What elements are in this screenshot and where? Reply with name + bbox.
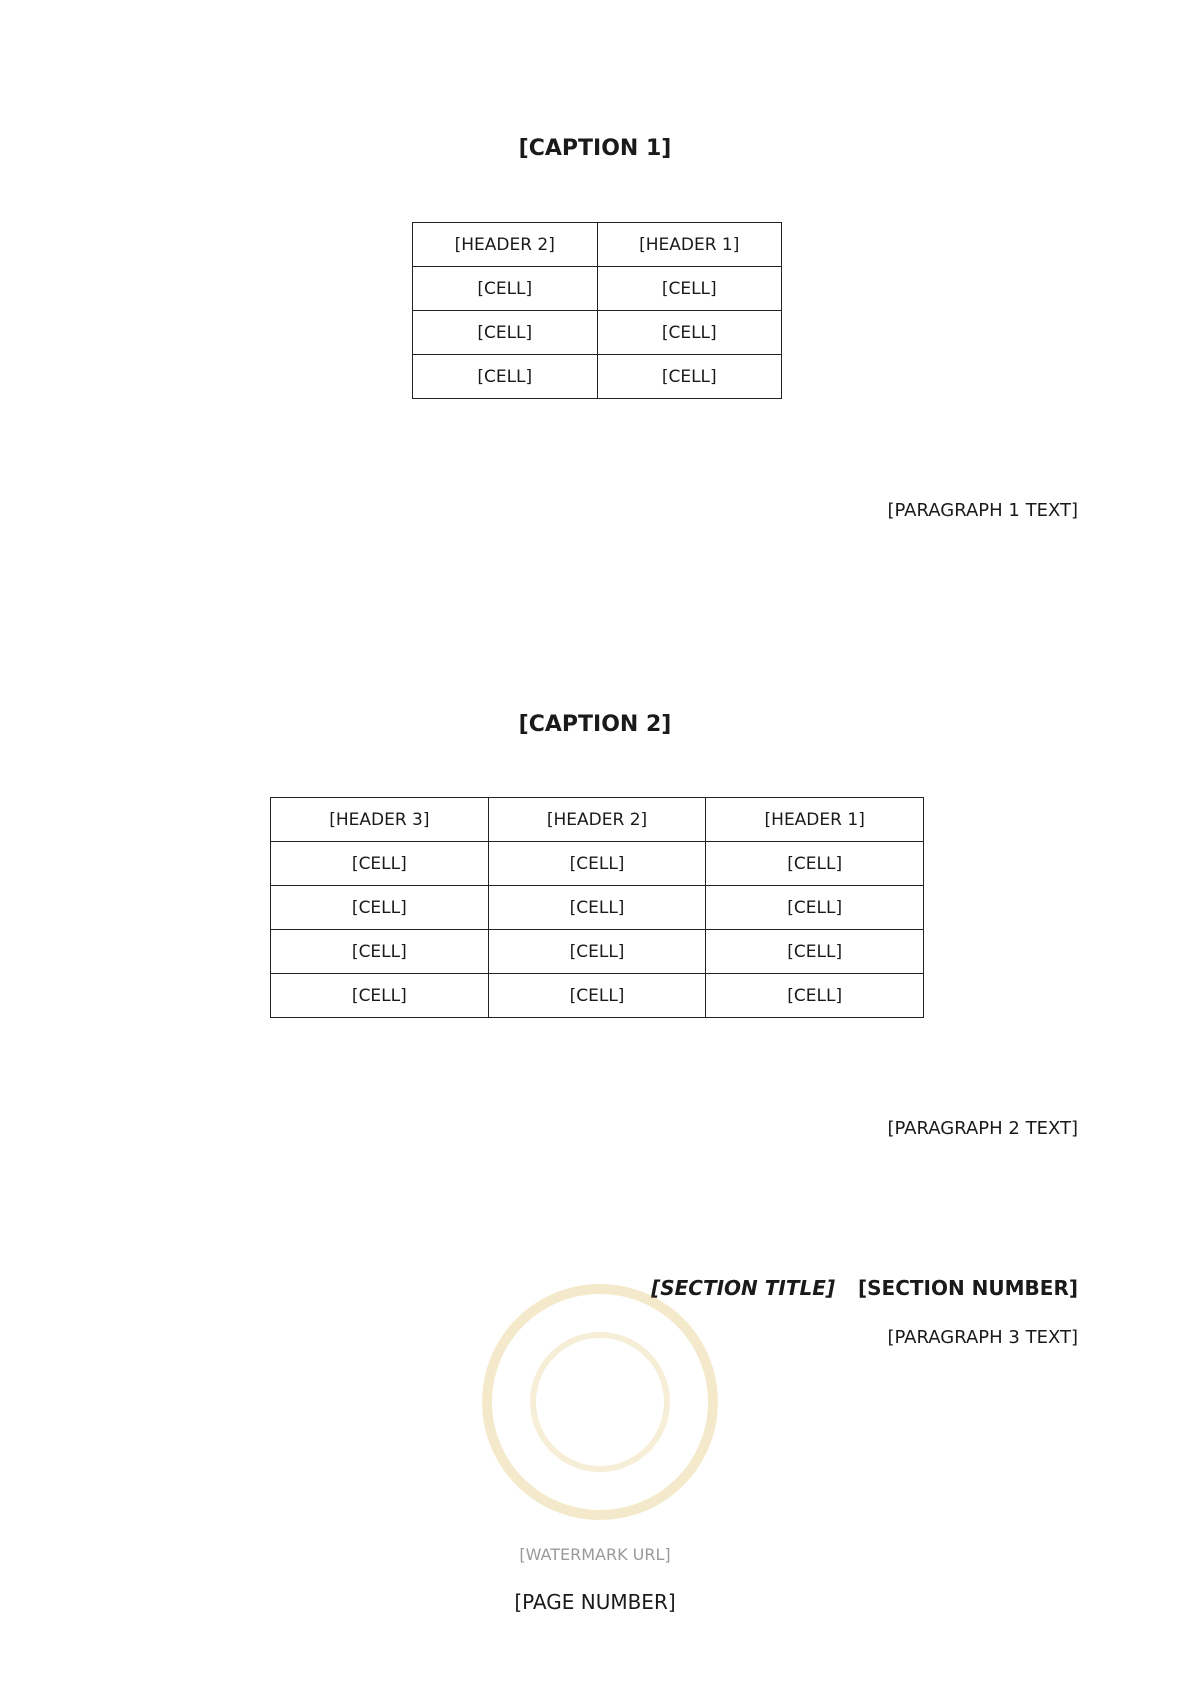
- page-number: [PAGE NUMBER]: [514, 1590, 676, 1614]
- table-row: [271, 886, 924, 930]
- table-row: [413, 311, 782, 355]
- table-header-cell: [HEADER 2]: [488, 798, 706, 842]
- table-2: [270, 797, 924, 1018]
- table-cell: [CELL]: [597, 267, 782, 311]
- table-row: [271, 930, 924, 974]
- table-header-cell: [HEADER 1]: [597, 223, 782, 267]
- table-cell: [CELL]: [488, 974, 706, 1018]
- table-cell: [CELL]: [271, 842, 489, 886]
- table-row: [413, 267, 782, 311]
- table-cell: [CELL]: [413, 355, 598, 399]
- table-header-row: [413, 223, 782, 267]
- table-cell: [CELL]: [271, 930, 489, 974]
- section-number: [SECTION NUMBER]: [858, 1276, 1078, 1300]
- table-row: [413, 355, 782, 399]
- paragraph: [PARAGRAPH 2 TEXT]: [887, 1118, 1078, 1139]
- watermark-url: [WATERMARK URL]: [519, 1545, 671, 1564]
- table-cell: [CELL]: [413, 267, 598, 311]
- table-cell: [CELL]: [271, 974, 489, 1018]
- table-header-cell: [HEADER 3]: [271, 798, 489, 842]
- section-title: [SECTION TITLE]: [651, 1276, 836, 1300]
- table-1: [412, 222, 782, 399]
- paragraph: [PARAGRAPH 1 TEXT]: [887, 500, 1078, 521]
- table-cell: [CELL]: [488, 886, 706, 930]
- table-cell: [CELL]: [413, 311, 598, 355]
- table-cell: [CELL]: [488, 842, 706, 886]
- table-header-cell: [HEADER 2]: [413, 223, 598, 267]
- table-cell: [CELL]: [271, 886, 489, 930]
- table-row: [271, 974, 924, 1018]
- table-header-row: [271, 798, 924, 842]
- section-heading: [112, 1276, 1078, 1300]
- table-2-caption: [CAPTION 2]: [518, 712, 672, 737]
- table-cell: [CELL]: [706, 886, 924, 930]
- table-header-cell: [HEADER 1]: [706, 798, 924, 842]
- table-1-caption: [CAPTION 1]: [518, 136, 672, 161]
- table-cell: [CELL]: [488, 930, 706, 974]
- table-cell: [CELL]: [597, 355, 782, 399]
- table-row: [271, 842, 924, 886]
- table-cell: [CELL]: [706, 930, 924, 974]
- table-cell: [CELL]: [597, 311, 782, 355]
- table-cell: [CELL]: [706, 842, 924, 886]
- table-cell: [CELL]: [706, 974, 924, 1018]
- paragraph: [PARAGRAPH 3 TEXT]: [887, 1327, 1078, 1348]
